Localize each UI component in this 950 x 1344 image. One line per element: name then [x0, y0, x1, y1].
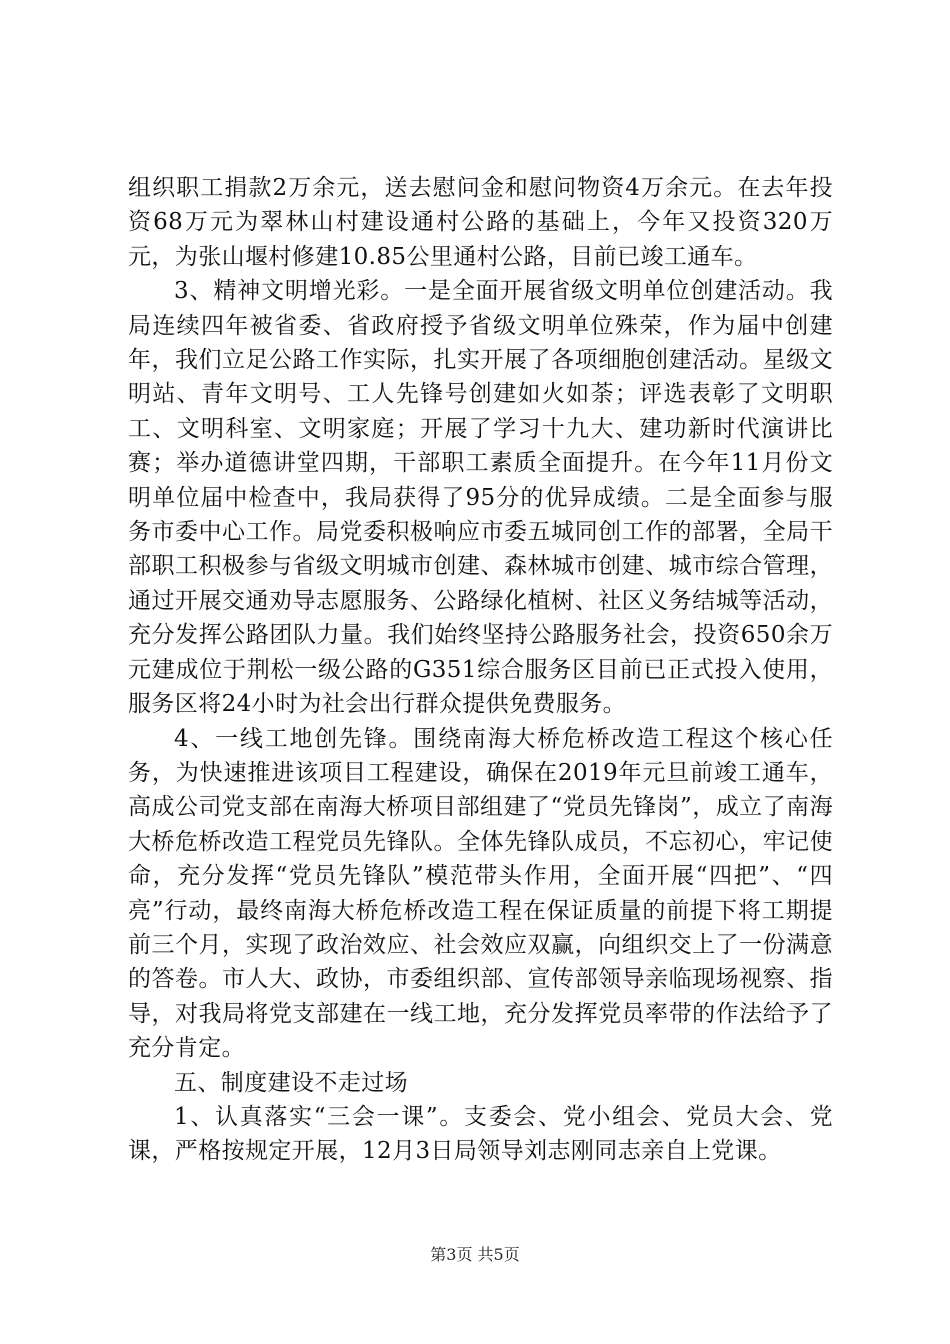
page-number-footer: 第3页 共5页 — [430, 1245, 520, 1264]
paragraph-frontline-pioneer: 4、一线工地创先锋。围绕南海大桥危桥改造工程这个核心任务，为快速推进该项目工程建设，确保在2019年元旦前竣工通车，高成公司党支部在南海大桥项目部组建了“党员先锋岗”，成立了南海大桥危桥改造工程党员先锋队。全体先锋队成员，不忘初心，牢记使命，充分发挥“党员先锋队”模范带头作用，全面开展“四把”、“四亮”行动，最终南海大桥危桥改造工程在保证质量的前提下将工期提前三个月，实现了政治效应、社会效应双赢，向组织交上了一份满意的答卷。市人大、政协，市委组织部、宣传部领导亲临现场视察、指导，对我局将党支部建在一线工地，充分发挥党员率带的作法给予了充分肯定。 — [128, 725, 833, 1062]
paragraph-donation: 组织职工捐款2万余元，送去慰问金和慰问物资4万余元。在去年投资68万元为翠林山村建设通村公路的基础上，今年又投资320万元，为张山堰村修建10.85公里通村公路，目前已竣工通车。 — [128, 175, 833, 270]
paragraph-spiritual-civilization: 3、精神文明增光彩。一是全面开展省级文明单位创建活动。我局连续四年被省委、省政府授予省级文明单位殊荣，作为届中创建年，我们立足公路工作实际，扎实开展了各项细胞创建活动。星级文明站、青年文明号、工人先锋号创建如火如荼；评选表彰了文明职工、文明科室、文明家庭；开展了学习十九大、建功新时代演讲比赛；举办道德讲堂四期，干部职工素质全面提升。在今年11月份文明单位届中检查中，我局获得了95分的优异成绩。二是全面参与服务市委中心工作。局党委积极响应市委五城同创工作的部署，全局干部职工积极参与省级文明城市创建、森林城市创建、城市综合管理，通过开展交通劝导志愿服务、公路绿化植树、社区义务结城等活动，充分发挥公路团队力量。我们始终坚持公路服务社会，投资650余万元建成位于荆松一级公路的G351综合服务区目前已正式投入使用，服务区将24小时为社会出行群众提供免费服务。 — [128, 278, 833, 718]
paragraph-three-meetings: 1、认真落实“三会一课”。支委会、党小组会、党员大会、党课，严格按规定开展，12月3日局领导刘志刚同志亲自上党课。 — [128, 1103, 833, 1165]
document-body — [128, 171, 833, 1169]
section-heading-system-building: 五、制度建设不走过场 — [174, 1069, 408, 1096]
